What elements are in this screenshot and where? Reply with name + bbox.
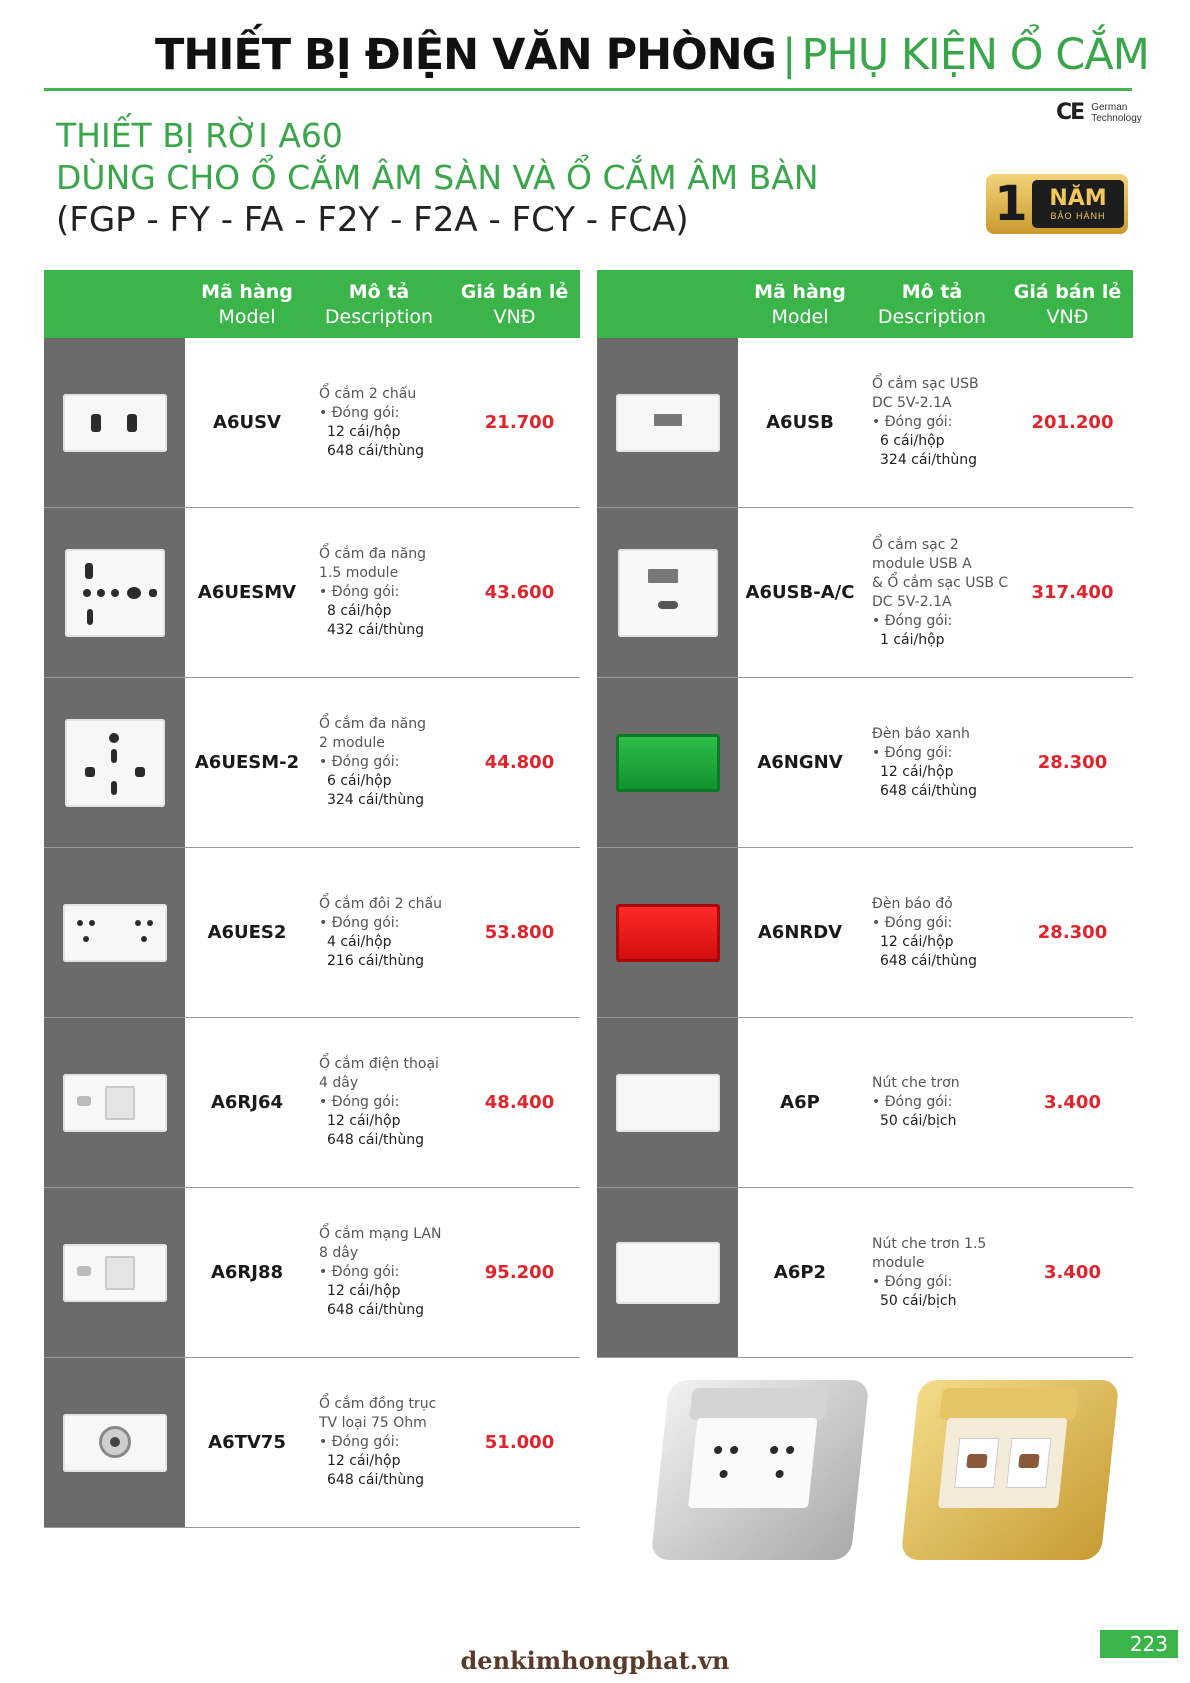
description-line: Ổ cắm sạc 2 [872,536,959,553]
table-body-left [44,338,580,1528]
header-desc-en: Description [324,306,434,328]
packing-label: • Đóng gói: [872,744,953,761]
product-image-cell [597,1018,738,1187]
product-price: 43.600 [484,582,555,603]
description-line: 1.5 module [319,565,399,581]
header-desc-label: Mô tả [348,281,410,303]
product-image-cell [44,338,185,507]
description-line: 4 dây [319,1075,359,1091]
product-description [862,1188,1012,1357]
product-table-left [44,270,580,1528]
description-line: Ổ cắm đôi 2 chấu [319,895,443,912]
description-line: DC 5V-2.1A [872,593,952,610]
table-row [597,848,1133,1018]
table-row [44,508,580,678]
header-title-sub: PHỤ KIỆN Ổ CẮM [801,30,1149,80]
product-description [309,1188,459,1357]
footer-watermark: denkimhongphat.vn [460,1646,730,1675]
universal-socket-icon [65,549,165,637]
packing-label: • Đóng gói: [872,914,953,931]
product-description [862,1018,1012,1187]
product-image-cell [597,678,738,847]
floor-box-photos [648,1380,1138,1580]
blank-cover-1-5-icon [616,1242,720,1304]
tv-socket-icon [63,1414,167,1472]
page-header [155,30,1149,90]
description-line: Ổ cắm 2 chấu [319,385,417,402]
packing-label: • Đóng gói: [872,1273,953,1290]
packing-line: 50 cái/bịch [880,1113,957,1129]
product-description [309,1018,459,1187]
product-description [309,508,459,677]
packing-line: 1 cái/hộp [880,631,945,648]
header-model-label: Mã hàng [754,281,846,303]
double-socket-icon [63,904,167,962]
product-price: 28.300 [1037,922,1108,943]
product-description [309,848,459,1017]
table-row [44,1188,580,1358]
header-title-main: THIẾT BỊ ĐIỆN VĂN PHÒNG [155,30,776,80]
packing-line: 648 cái/thùng [327,1472,425,1488]
description-line: Ổ cắm đồng trục [319,1396,437,1412]
product-description [862,508,1012,677]
product-price: 3.400 [1044,1262,1101,1283]
table-row [597,1018,1133,1188]
product-description [862,338,1012,507]
product-image-cell [44,848,185,1017]
description-line: Ổ cắm sạc USB [872,376,979,392]
description-line: Nút che trơn 1.5 [872,1235,987,1252]
header-model-en: Model [218,306,276,328]
product-price: 317.400 [1031,582,1114,603]
packing-label: • Đóng gói: [319,1094,400,1110]
red-indicator-icon [616,904,720,962]
warranty-badge [986,174,1128,234]
packing-line: 648 cái/thùng [880,782,978,799]
packing-line: 216 cái/thùng [327,952,425,969]
packing-line: 12 cái/hộp [327,423,401,440]
product-image-cell [44,1188,185,1357]
packing-line: 12 cái/hộp [327,1453,401,1469]
phone-jack-icon [63,1074,167,1132]
description-line: Ổ cắm đa năng [319,716,426,732]
packing-label: • Đóng gói: [319,584,400,600]
product-price: 3.400 [1044,1092,1101,1113]
description-line: Nút che trơn [872,1075,960,1091]
product-model: A6UESMV [197,582,297,603]
universal-socket-2m-icon [65,719,165,807]
description-line: Ổ cắm điện thoại [319,1056,439,1072]
header-divider [44,88,1132,91]
product-description [309,338,459,507]
table-row [44,1018,580,1188]
usb-a-c-socket-icon [618,549,718,637]
product-model: A6NRDV [757,922,843,943]
silver-floor-box-image [651,1380,870,1560]
lan-jack-icon [63,1244,167,1302]
product-table-right [597,270,1133,1358]
table-row [597,678,1133,848]
description-line: & Ổ cắm sạc USB C [872,574,1009,591]
product-model: A6NGNV [757,752,843,773]
packing-label: • Đóng gói: [872,1094,953,1110]
table-body-right [597,338,1133,1358]
product-model: A6USV [213,412,281,433]
table-row [597,508,1133,678]
product-image-cell [44,508,185,677]
product-price: 53.800 [484,922,555,943]
gold-socket-face [938,1418,1067,1508]
product-price: 21.700 [484,412,555,433]
product-image-cell [44,1018,185,1187]
packing-line: 8 cái/hộp [327,603,392,619]
packing-line: 6 cái/hộp [880,433,945,449]
gold-floor-box-image [901,1380,1120,1560]
subtitle-line-3: (FGP - FY - FA - F2Y - F2A - FCY - FCA) [56,200,689,240]
header-desc-label: Mô tả [901,281,963,303]
table-row [44,678,580,848]
table-row [44,848,580,1018]
packing-line: 12 cái/hộp [880,763,954,780]
silver-socket-face [688,1418,817,1508]
product-image-cell [597,338,738,507]
description-line: Ổ cắm đa năng [319,546,426,562]
packing-label: • Đóng gói: [319,914,400,931]
product-price: 48.400 [484,1092,555,1113]
packing-line: 648 cái/thùng [327,1132,425,1148]
subtitle-line-1: THIẾT BỊ RỜI A60 [56,116,343,155]
warranty-label-box [1032,180,1124,228]
description-line: 8 dây [319,1245,359,1261]
header-price-en: VNĐ [1046,306,1089,328]
packing-line: 432 cái/thùng [327,622,425,638]
product-model: A6USB [766,412,834,433]
subtitle-line-2: DÙNG CHO Ổ CẮM ÂM SÀN VÀ Ổ CẮM ÂM BÀN [56,158,819,197]
usb-socket-icon [616,394,720,452]
warranty-number: 1 [994,176,1028,232]
description-line: TV loại 75 Ohm [319,1415,427,1431]
product-price: 51.000 [484,1432,555,1453]
warranty-caption: BẢO HÀNH [1050,211,1106,221]
header-price-col [1002,270,1133,338]
packing-line: 50 cái/bịch [880,1292,957,1309]
packing-line: 648 cái/thùng [327,442,425,459]
description-line: module [872,1254,925,1271]
packing-label: • Đóng gói: [319,1264,400,1280]
product-model: A6TV75 [208,1432,286,1453]
ce-mark-icon: CE [1056,100,1084,125]
header-image-col [44,270,185,338]
description-line: Đèn báo xanh [872,725,970,742]
header-model-en: Model [771,306,829,328]
table-row [44,1358,580,1528]
table-row [597,338,1133,508]
product-model: A6UES2 [207,922,287,943]
product-image-cell [597,508,738,677]
product-price: 44.800 [484,752,555,773]
description-line: 2 module [319,735,385,751]
table-header [597,270,1133,338]
description-line: module USB A [872,555,972,572]
product-model: A6P2 [773,1262,827,1283]
product-image-cell [597,1188,738,1357]
header-price-label: Giá bán lẻ [1013,281,1122,303]
packing-line: 12 cái/hộp [327,1283,401,1299]
product-price: 95.200 [484,1262,555,1283]
packing-line: 648 cái/thùng [327,1302,425,1318]
product-image-cell [44,1358,185,1527]
product-description [862,678,1012,847]
product-image-cell [44,678,185,847]
silver-lid [689,1388,828,1420]
packing-line: 12 cái/hộp [327,1113,401,1129]
header-model-col [738,270,862,338]
packing-label: • Đóng gói: [319,754,400,770]
header-price-label: Giá bán lẻ [460,281,569,303]
header-desc-en: Description [877,306,987,328]
product-description [862,848,1012,1017]
table-row [597,1188,1133,1358]
table-header [44,270,580,338]
product-description [309,678,459,847]
green-indicator-icon [616,734,720,792]
product-price: 201.200 [1031,412,1114,433]
product-description [309,1358,459,1527]
warranty-word: NĂM [1049,186,1107,211]
product-price: 28.300 [1037,752,1108,773]
header-desc-col [862,270,1002,338]
product-model: A6RJ88 [210,1262,284,1283]
two-pin-socket-icon [63,394,167,452]
header-model-label: Mã hàng [201,281,293,303]
header-desc-col [309,270,449,338]
packing-label: • Đóng gói: [319,404,400,421]
header-model-col [185,270,309,338]
product-model: A6UESM-2 [194,752,300,773]
table-row [44,338,580,508]
header-separator: | [781,30,796,80]
packing-label: • Đóng gói: [872,414,953,430]
packing-line: 324 cái/thùng [327,792,425,808]
packing-line: 324 cái/thùng [880,452,978,468]
header-price-en: VNĐ [493,306,536,328]
blank-cover-icon [616,1074,720,1132]
product-model: A6P [780,1092,820,1113]
description-line: DC 5V-2.1A [872,395,952,411]
ce-caption: German Technology [1091,101,1142,124]
header-price-col [449,270,580,338]
packing-line: 4 cái/hộp [327,933,392,950]
packing-line: 12 cái/hộp [880,933,954,950]
product-model: A6USB-A/C [745,582,855,603]
header-image-col [597,270,738,338]
packing-label: • Đóng gói: [872,612,953,629]
packing-line: 6 cái/hộp [327,773,392,789]
gold-lid [939,1388,1078,1420]
product-model: A6RJ64 [210,1092,284,1113]
description-line: Đèn báo đỏ [872,895,953,912]
page-number: 223 [1100,1630,1178,1658]
product-image-cell [597,848,738,1017]
packing-line: 648 cái/thùng [880,952,978,969]
ce-certification [1056,100,1151,125]
packing-label: • Đóng gói: [319,1434,400,1450]
description-line: Ổ cắm mạng LAN [319,1226,442,1242]
